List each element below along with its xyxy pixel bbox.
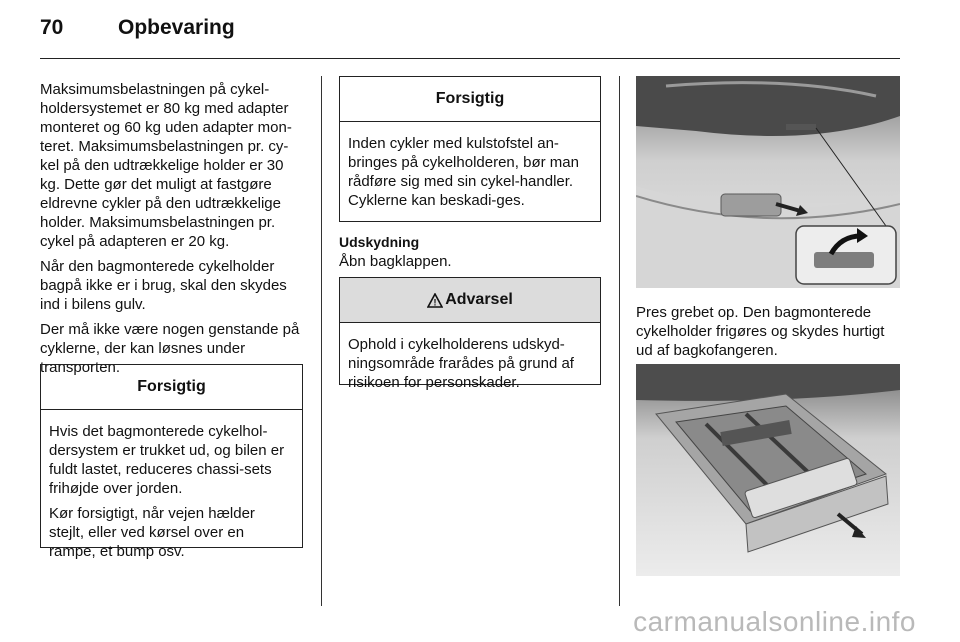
- paragraph-slide-in: Når den bagmonterede cykelholder bagpå ikke er i brug, skal den skydes ind i bilens gulv.: [40, 258, 287, 313]
- warning-box: [339, 277, 601, 391]
- caution-title: Forsigtig: [41, 365, 302, 410]
- warning-title: Advarsel: [445, 291, 513, 308]
- watermark: carmanualsonline.info: [633, 606, 916, 637]
- column-divider-1: [321, 76, 322, 606]
- warning-text: Ophold i cykelholderens udskyd-ningsområde frarådes på grund af risikoen for personskader.: [348, 336, 574, 391]
- header-rule: [40, 58, 900, 59]
- column-divider-2: [619, 76, 620, 606]
- caution-text-2: Kør forsigtigt, når vejen hælder stejlt, eller ved kørsel over en rampe, et bump osv.: [49, 505, 255, 560]
- warning-header: [340, 278, 600, 323]
- caution-text-1: Hvis det bagmonterede cykelhol-dersystem er trukket ud, og bilen er fuldt lastet, reduceres chassi-sets frihøjde over jorden.: [49, 423, 285, 497]
- caption-text: Pres grebet op. Den bagmonterede cykelholder frigøres og skydes hurtigt ud af bagkofangeren.: [636, 304, 885, 359]
- svg-text:!: !: [433, 297, 437, 307]
- caption-release: [636, 303, 902, 366]
- caution-title: Forsigtig: [340, 77, 600, 122]
- column-1: [40, 80, 304, 383]
- section-text: Åbn bagklappen.: [339, 253, 452, 270]
- section-heading: Udskydning: [339, 234, 420, 250]
- caution-box-clearance: [40, 364, 303, 560]
- caution-text: Inden cykler med kulstofstel an-bringes på cykelholderen, bør man rådføre sig med sin cykel-handler. Cyklerne kan beskadi-ges.: [348, 135, 579, 209]
- paragraph-load-limits: Maksimumsbelastningen på cykel-holdersystemet er 80 kg med adapter monteret og 60 kg uden adapter mon-teret. Maksimumsbelastningen pr. cy-kel på den udtrækkelige holder er 30 kg. Dette gør det muligt at fastgøre eldrevne cykler på den udtrækkelige holder. Maksimumsbelastningen pr. cykel på adapteren er 20 kg.: [40, 81, 292, 250]
- section-udskydning: [339, 233, 601, 271]
- bike-carrier-illustration: [636, 364, 900, 576]
- illustration-extended-carrier: [636, 364, 900, 576]
- caution-box-carbon: [339, 76, 601, 222]
- page-title: Opbevaring: [118, 16, 235, 39]
- rear-bumper-illustration: [636, 76, 900, 288]
- warning-triangle-icon: [427, 293, 443, 308]
- page-number: 70: [40, 16, 64, 39]
- paragraph-loose-items: Der må ikke være nogen genstande på cyklerne, der kan løsnes under transporten.: [40, 321, 300, 376]
- illustration-release-handle: [636, 76, 900, 288]
